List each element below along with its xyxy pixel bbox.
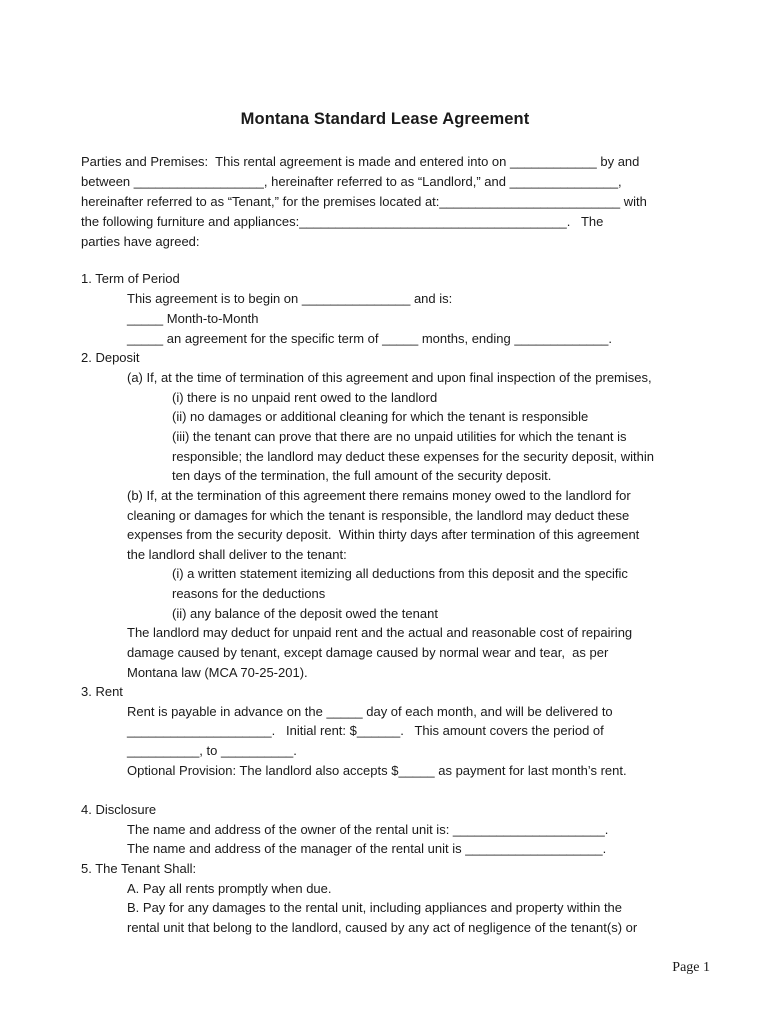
section-heading-term: 1. Term of Period: [81, 271, 180, 286]
term-line-1: This agreement is to begin on _______________ and is:: [127, 291, 453, 306]
section-heading-tenant-shall: 5. The Tenant Shall:: [81, 861, 197, 876]
section-heading-rent: 3. Rent: [81, 684, 123, 699]
rent-line-1: Rent is payable in advance on the _____ day of each month, and will be delivered to: [127, 704, 613, 719]
rent-line-3: __________, to __________.: [127, 743, 297, 758]
deposit-line-1: (a) If, at the time of termination of this agreement and upon final inspection of the premises,: [127, 370, 652, 385]
deposit-line-14: The landlord may deduct for unpaid rent and the actual and reasonable cost of repairing: [127, 625, 633, 640]
tenant-line-3: rental unit that belong to the landlord, caused by any act of negligence of the tenant(s) or: [127, 920, 638, 935]
parties-line-3: hereinafter referred to as “Tenant,” for the premises located at:_________________________ with: [81, 194, 647, 209]
page-number: Page 1: [672, 960, 710, 975]
deposit-line-13: (ii) any balance of the deposit owed the tenant: [172, 606, 438, 621]
deposit-line-16: Montana law (MCA 70-25-201).: [127, 665, 308, 680]
deposit-line-12: reasons for the deductions: [172, 586, 326, 601]
tenant-line-1: A. Pay all rents promptly when due.: [127, 881, 332, 896]
rent-line-4: Optional Provision: The landlord also accepts $_____ as payment for last month’s rent.: [127, 763, 627, 778]
deposit-line-2: (i) there is no unpaid rent owed to the landlord: [172, 390, 438, 405]
deposit-line-7: (b) If, at the termination of this agreement there remains money owed to the landlord for: [127, 488, 631, 503]
deposit-line-6: ten days of the termination, the full amount of the security deposit.: [172, 468, 552, 483]
deposit-line-4: (iii) the tenant can prove that there are no unpaid utilities for which the tenant is: [172, 429, 627, 444]
disclosure-line-2: The name and address of the manager of the rental unit is ___________________.: [127, 841, 607, 856]
disclosure-line-1: The name and address of the owner of the rental unit is: _____________________.: [127, 822, 609, 837]
tenant-line-2: B. Pay for any damages to the rental unit, including appliances and property within the: [127, 900, 623, 915]
parties-line-2: between __________________, hereinafter referred to as “Landlord,” and _______________,: [81, 174, 622, 189]
deposit-line-3: (ii) no damages or additional cleaning for which the tenant is responsible: [172, 409, 589, 424]
term-line-2: _____ Month-to-Month: [127, 311, 259, 326]
deposit-line-9: expenses from the security deposit. Within thirty days after termination of this agreement: [127, 527, 640, 542]
document-title: Montana Standard Lease Agreement: [240, 110, 530, 128]
section-heading-deposit: 2. Deposit: [81, 350, 140, 365]
term-line-3: _____ an agreement for the specific term of _____ months, ending _____________.: [127, 331, 612, 346]
rent-line-2: ____________________. Initial rent: $______. This amount covers the period of: [127, 723, 604, 738]
parties-line-5: parties have agreed:: [81, 234, 200, 249]
deposit-line-5: responsible; the landlord may deduct these expenses for the security deposit, within: [172, 449, 654, 464]
deposit-line-10: the landlord shall deliver to the tenant:: [127, 547, 347, 562]
deposit-line-15: damage caused by tenant, except damage caused by normal wear and tear, as per: [127, 645, 609, 660]
section-heading-disclosure: 4. Disclosure: [81, 802, 157, 817]
deposit-line-11: (i) a written statement itemizing all deductions from this deposit and the specific: [172, 566, 628, 581]
deposit-line-8: cleaning or damages for which the tenant is responsible, the landlord may deduct these: [127, 508, 630, 523]
parties-line-1: Parties and Premises: This rental agreement is made and entered into on ____________ by and: [81, 154, 640, 169]
parties-line-4: the following furniture and appliances:_____________________________________. The: [81, 214, 604, 229]
